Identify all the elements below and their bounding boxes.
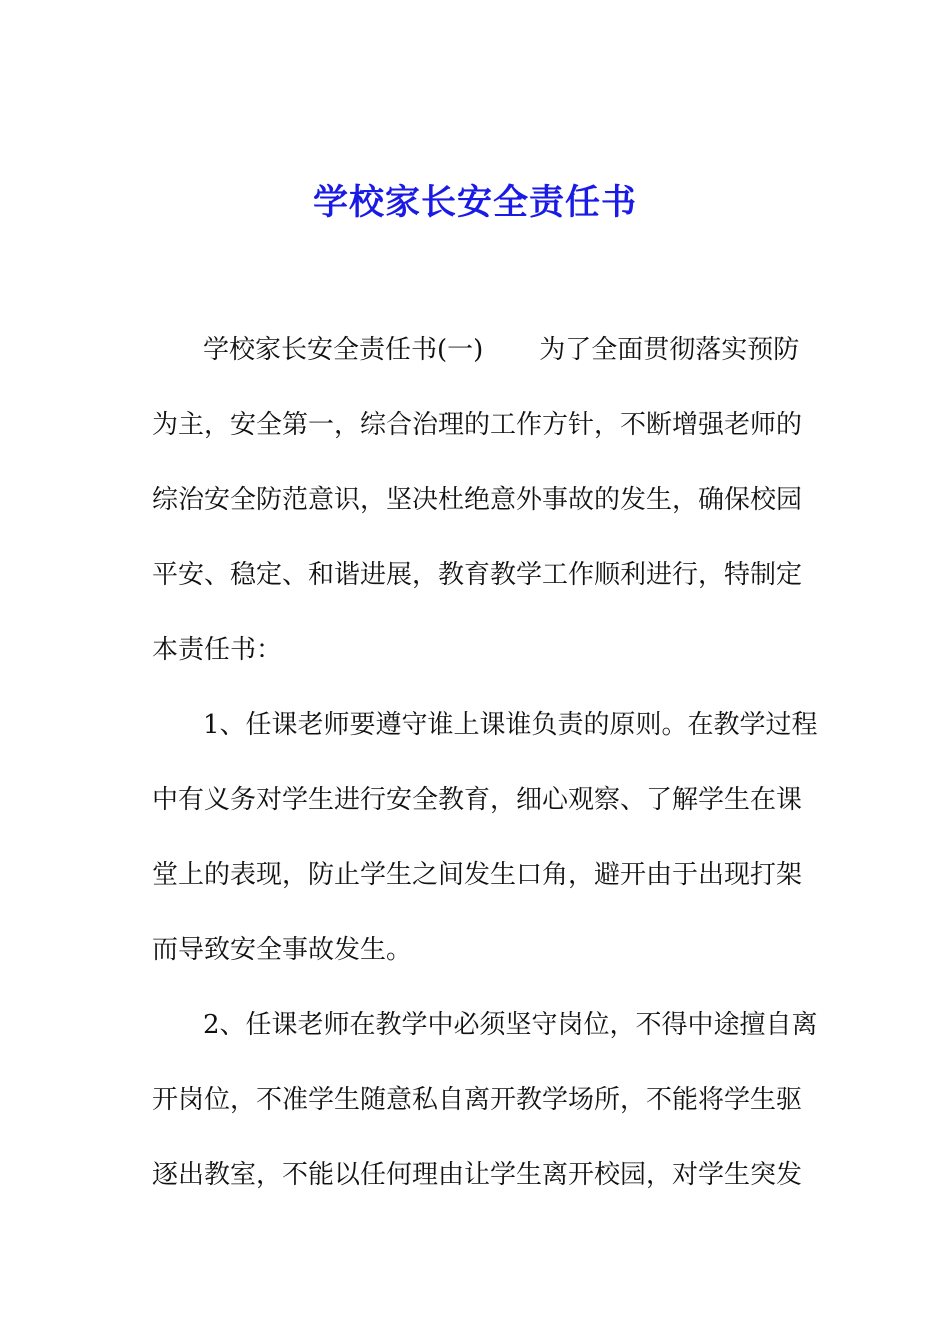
- paragraph-line: 开岗位，不准学生随意私自离开教学场所，不能将学生驱: [152, 1085, 803, 1115]
- paragraph-line: 1、任课老师要遵守谁上课谁负责的原则。在教学过程: [203, 710, 818, 740]
- paragraph-line: 平安、稳定、和谐进展，教育教学工作顺利进行，特制定: [152, 560, 803, 590]
- paragraph-line: 堂上的表现，防止学生之间发生口角，避开由于出现打架: [152, 860, 803, 890]
- document-title: 学校家长安全责任书: [312, 182, 637, 223]
- paragraph-line: 逐出教室，不能以任何理由让学生离开校园，对学生突发: [152, 1160, 803, 1190]
- paragraph-line: [203, 330, 863, 370]
- paragraph-line: 综治安全防范意识，坚决杜绝意外事故的发生，确保校园: [152, 485, 803, 515]
- paragraph-text: 为了全面贯彻落实预防: [539, 335, 800, 365]
- paragraph-line: 本责任书：: [152, 635, 283, 665]
- paragraph-line: 为主，安全第一，综合治理的工作方针，不断增强老师的: [152, 410, 803, 440]
- paragraph-line: 中有义务对学生进行安全教育，细心观察、了解学生在课: [152, 785, 803, 815]
- paragraph-line: 而导致安全事故发生。: [152, 935, 413, 965]
- paragraph-line: 2、任课老师在教学中必须坚守岗位，不得中途擅自离: [203, 1010, 818, 1040]
- section-heading: 学校家长安全责任书(一): [203, 335, 484, 365]
